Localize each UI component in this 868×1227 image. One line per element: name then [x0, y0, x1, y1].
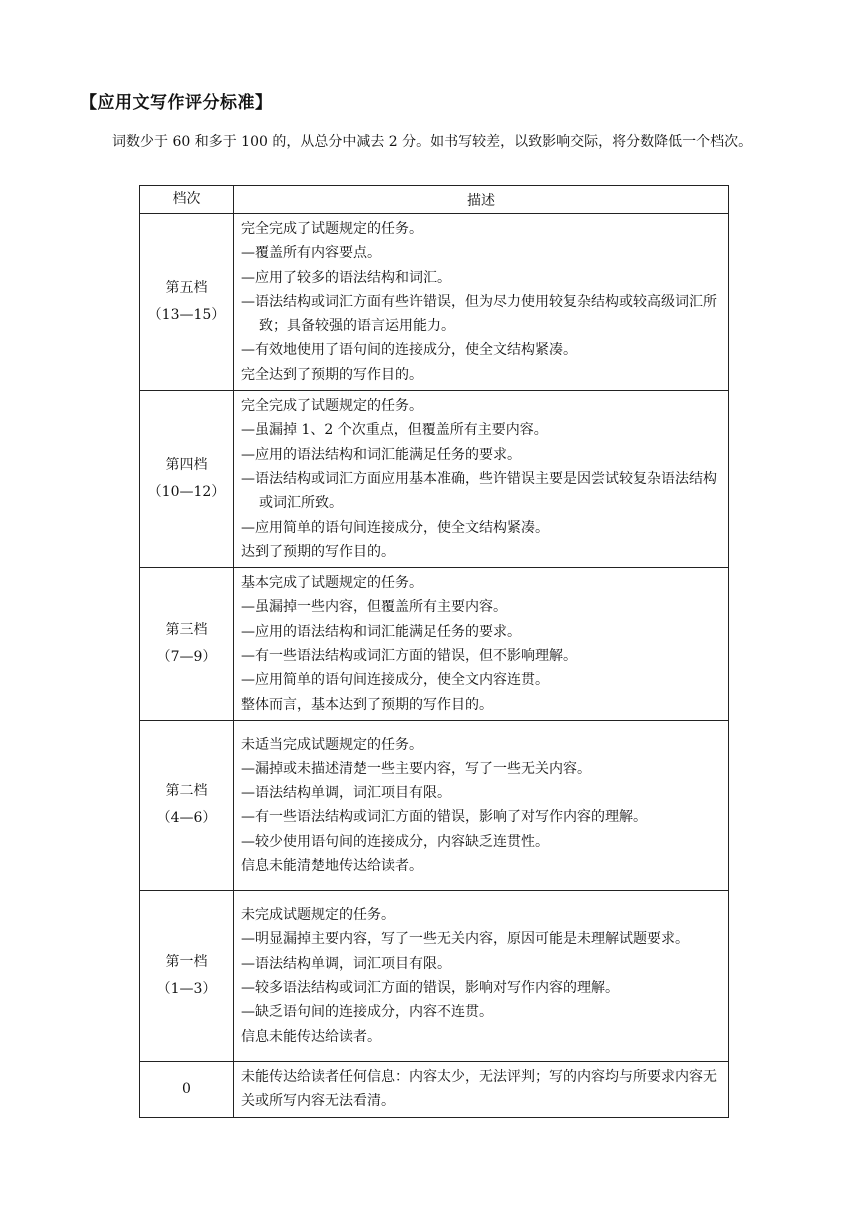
- description-line: —有一些语法结构或词汇方面的错误，影响了对写作内容的理解。: [241, 809, 647, 826]
- table-row: [140, 720, 729, 890]
- description-line: 完全完成了试题规定的任务。: [241, 398, 423, 415]
- description-line: —缺乏语句间的连接成分，内容不连贯。: [241, 1004, 493, 1021]
- description-line: —语法结构或词汇方面有些许错误，但为尽力使用较复杂结构或较高级词汇所致；具备较强的语言运用能力。: [241, 293, 717, 335]
- table-row: [140, 568, 729, 721]
- description-line: 信息未能清楚地传达给读者。: [241, 858, 423, 875]
- description-line: —应用了较多的语法结构和词汇。: [241, 269, 451, 286]
- description-line: —虽漏掉一些内容，但覆盖所有主要内容。: [241, 599, 507, 616]
- description-line: 完全达到了预期的写作目的。: [241, 366, 423, 383]
- level-cell: [140, 720, 234, 890]
- level-name: 第二档: [165, 783, 208, 800]
- description-line: 未适当完成试题规定的任务。: [241, 736, 423, 753]
- scoring-table: [139, 185, 729, 1118]
- table-row: [140, 214, 729, 391]
- description-cell: [234, 568, 729, 721]
- description-line: —漏掉或未描述清楚一些主要内容，写了一些无关内容。: [241, 760, 591, 777]
- description-line: —覆盖所有内容要点。: [241, 245, 381, 262]
- description-line: —语法结构或词汇方面应用基本准确，些许错误主要是因尝试较复杂语法结构或词汇所致。: [241, 470, 717, 512]
- section-title: 【应用文写作评分标准】: [80, 93, 273, 113]
- description-line: —应用简单的语句间连接成分，使全文内容连贯。: [241, 672, 549, 689]
- description-cell: [234, 890, 729, 1061]
- level-cell: [140, 568, 234, 721]
- description-line: —有一些语法结构或词汇方面的错误，但不影响理解。: [241, 648, 577, 665]
- level-range: （7—9）: [156, 649, 217, 666]
- level-cell: [140, 890, 234, 1061]
- description-line: —语法结构单调，词汇项目有限。: [241, 955, 451, 972]
- level-cell: [140, 1061, 234, 1117]
- description-line: —有效地使用了语句间的连接成分，使全文结构紧凑。: [241, 342, 577, 359]
- level-name: 第四档: [165, 457, 208, 474]
- description-line: 完全完成了试题规定的任务。: [241, 221, 423, 237]
- level-name: 第三档: [165, 622, 208, 639]
- description-line: —应用的语法结构和词汇能满足任务的要求。: [241, 623, 521, 640]
- description-line: 达到了预期的写作目的。: [241, 543, 395, 560]
- description-cell: [234, 1061, 729, 1117]
- description-line: —较多语法结构或词汇方面的错误，影响对写作内容的理解。: [241, 979, 619, 996]
- header-level: 档次: [140, 186, 234, 214]
- description-line: —虽漏掉 1、2 个次重点，但覆盖所有主要内容。: [241, 422, 548, 439]
- description-line: —应用的语法结构和词汇能满足任务的要求。: [241, 446, 521, 463]
- level-range: （4—6）: [156, 810, 217, 827]
- level-cell: [140, 214, 234, 391]
- description-line: —语法结构单调，词汇项目有限。: [241, 785, 451, 802]
- description-line: —较少使用语句间的连接成分，内容缺乏连贯性。: [241, 833, 549, 850]
- table-header-row: [140, 186, 729, 214]
- level-range: （1—3）: [156, 980, 217, 997]
- header-description: 描述: [234, 186, 729, 214]
- description-line: 信息未能传达给读者。: [241, 1028, 381, 1045]
- description-cell: [234, 391, 729, 568]
- description-line: 基本完成了试题规定的任务。: [241, 575, 423, 592]
- table-row: [140, 391, 729, 568]
- description-line: —明显漏掉主要内容，写了一些无关内容，原因可能是未理解试题要求。: [241, 931, 689, 948]
- table-row: [140, 1061, 729, 1117]
- table-body: [140, 214, 729, 1118]
- table-row: [140, 890, 729, 1061]
- level-name: 0: [182, 1080, 191, 1097]
- level-name: 第一档: [165, 953, 208, 970]
- description-cell: [234, 720, 729, 890]
- description-line: 未完成试题规定的任务。: [241, 907, 395, 924]
- level-name: 第五档: [165, 280, 208, 297]
- description-line: —应用简单的语句间连接成分，使全文结构紧凑。: [241, 519, 549, 536]
- level-range: （10—12）: [147, 484, 226, 501]
- level-range: （13—15）: [147, 307, 226, 324]
- description-cell: [234, 214, 729, 391]
- level-cell: [140, 391, 234, 568]
- intro-paragraph: 词数少于 60 和多于 100 的，从总分中减去 2 分。如书写较差，以致影响交际，将分数降低一个档次。: [112, 134, 753, 150]
- description-line: 未能传达给读者任何信息：内容太少，无法评判；写的内容均与所要求内容无关或所写内容无法看清。: [241, 1068, 717, 1110]
- description-line: 整体而言，基本达到了预期的写作目的。: [241, 696, 493, 713]
